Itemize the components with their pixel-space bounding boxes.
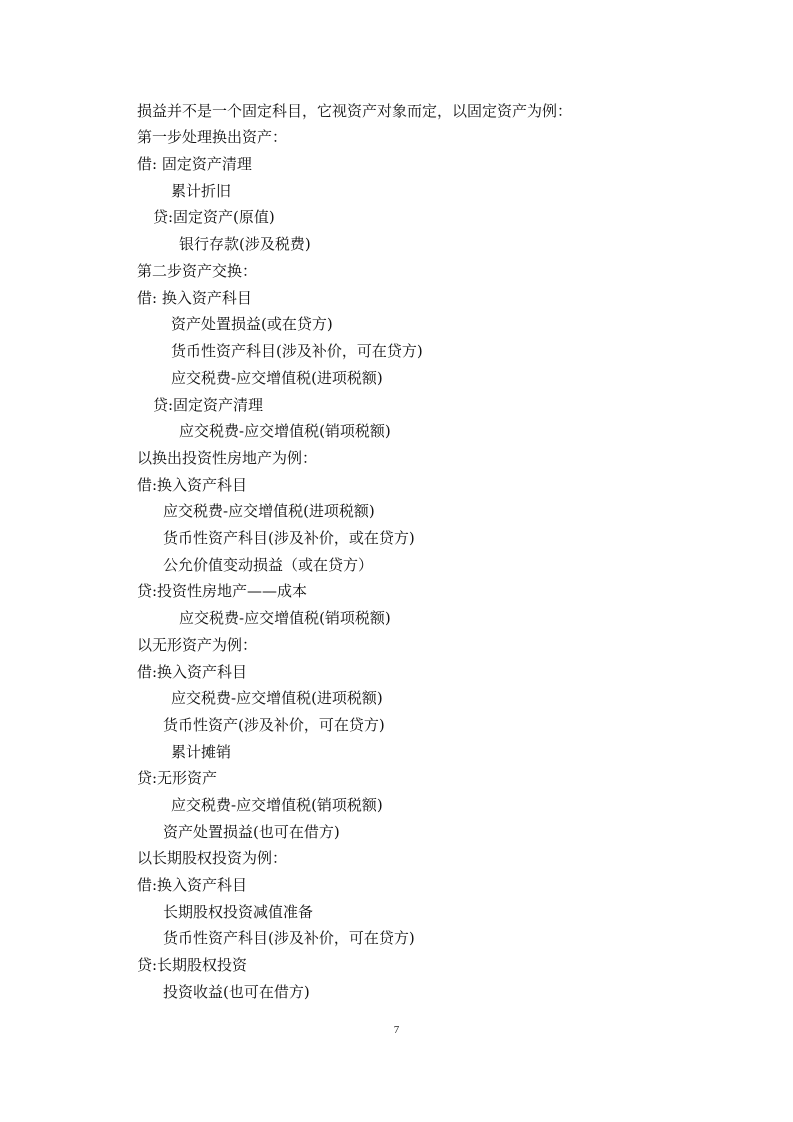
text-line: 以换出投资性房地产为例： [137,449,318,467]
text-line: 损益并不是一个固定科目，它视资产对象而定，以固定资产为例： [137,102,573,120]
text-line: 货币性资产科目(涉及补价，或在贷方) [163,529,415,547]
text-line: 借:换入资产科目 [137,476,248,494]
text-line: 贷:固定资产清理 [153,396,264,414]
text-line: 货币性资产科目(涉及补价，可在贷方) [163,929,415,947]
text-line: 应交税费-应交增值税(销项税额) [179,422,391,440]
text-line: 投资收益(也可在借方) [163,983,310,1001]
text-line: 资产处置损益(也可在借方) [163,823,340,841]
text-line: 借: 固定资产清理 [137,155,252,173]
text-line: 货币性资产科目(涉及补价，可在贷方) [171,342,423,360]
text-line: 借:换入资产科目 [137,876,248,894]
text-line: 资产处置损益(或在贷方) [171,315,333,333]
text-line: 第一步处理换出资产： [137,128,288,146]
text-line: 以长期股权投资为例： [137,849,288,867]
text-line: 借: 换入资产科目 [137,289,252,307]
text-line: 应交税费-应交增值税(进项税额) [171,369,383,387]
text-line: 公允价值变动损益（或在贷方） [163,556,374,574]
text-line: 应交税费-应交增值税(进项税额) [163,502,375,520]
text-line: 贷:长期股权投资 [137,956,248,974]
text-line: 应交税费-应交增值税(销项税额) [179,609,391,627]
text-line: 贷:固定资产(原值) [153,208,275,226]
text-line: 应交税费-应交增值税(进项税额) [171,689,383,707]
text-line: 银行存款(涉及税费) [179,235,311,253]
text-line: 应交税费-应交增值税(销项税额) [171,796,383,814]
text-line: 贷:投资性房地产——成本 [137,582,308,600]
text-line: 累计折旧 [171,182,232,200]
text-line: 以无形资产为例： [137,636,258,654]
text-line: 长期股权投资减值准备 [163,903,314,921]
text-line: 第二步资产交换： [137,262,258,280]
text-line: 借:换入资产科目 [137,663,248,681]
text-line: 累计摊销 [171,743,232,761]
text-line: 货币性资产(涉及补价，可在贷方) [163,716,385,734]
text-line: 贷:无形资产 [137,769,218,787]
page-number: 7 [393,1024,400,1036]
